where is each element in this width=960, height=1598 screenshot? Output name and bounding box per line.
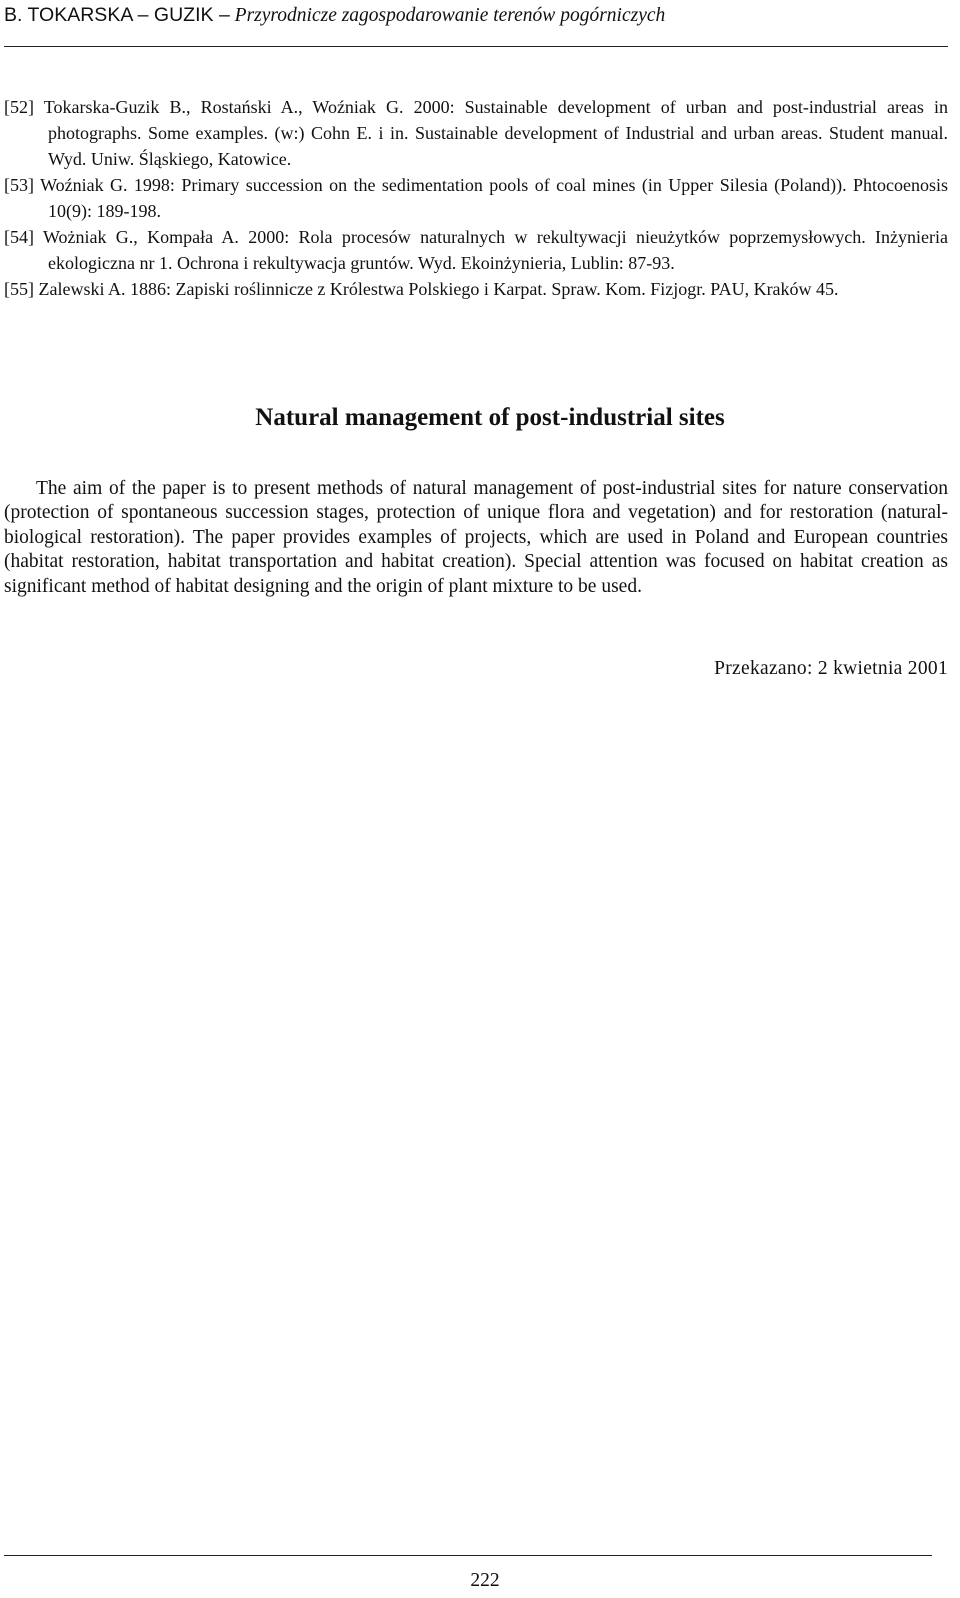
received-date: Przekazano: 2 kwietnia 2001 [714, 658, 948, 679]
header-author: B. TOKARSKA – GUZIK – [4, 4, 230, 26]
header-title: Przyrodnicze zagospodarowanie terenów pogórniczych [234, 5, 666, 26]
page-number: 222 [470, 1570, 500, 1591]
abstract-body: The aim of the paper is to present methods of natural management of post-industrial sites for nature conservation (protection of spontaneous succession stages, protection of unique flora and vegetation) and for restoration (natural-biological restoration). The paper provides examples of projects, which are used in Poland and European countries (habitat restoration, habitat transportation and habitat creation). Special attention was focused on habitat creation as significant method of habitat designing and the origin of plant mixture to be used. [4, 477, 948, 597]
reference-list [4, 94, 948, 302]
reference-55: [55] Zalewski A. 1886: Zapiski roślinnicze z Królestwa Polskiego i Karpat. Spraw. Kom. Fizjogr. PAU, Kraków 45. [4, 279, 839, 299]
running-header [0, 0, 950, 50]
header-divider [4, 46, 948, 47]
footer-divider [4, 1555, 932, 1556]
reference-54: [54] Wożniak G., Kompała A. 2000: Rola procesów naturalnych w rekultywacji nieużytków poprzemysłowych. Inżynieria ekologiczna nr 1. Ochrona i rekultywacja gruntów. Wyd. Ekoinżynieria, Lublin: 87-93. [4, 227, 948, 273]
running-header-text [4, 2, 665, 29]
reference-52: [52] Tokarska-Guzik B., Rostański A., Woźniak G. 2000: Sustainable development of urban and post-industrial areas in photographs. Some examples. (w:) Cohn E. i in. Sustainable development of Industrial and urban areas. Student manual. Wyd. Uniw. Śląskiego, Katowice. [4, 97, 948, 169]
reference-53: [53] Woźniak G. 1998: Primary succession on the sedimentation pools of coal mines (in Upper Silesia (Poland)). Phtocoenosis 10(9): 189-198. [4, 175, 948, 221]
abstract-title: Natural management of post-industrial sites [255, 404, 725, 431]
